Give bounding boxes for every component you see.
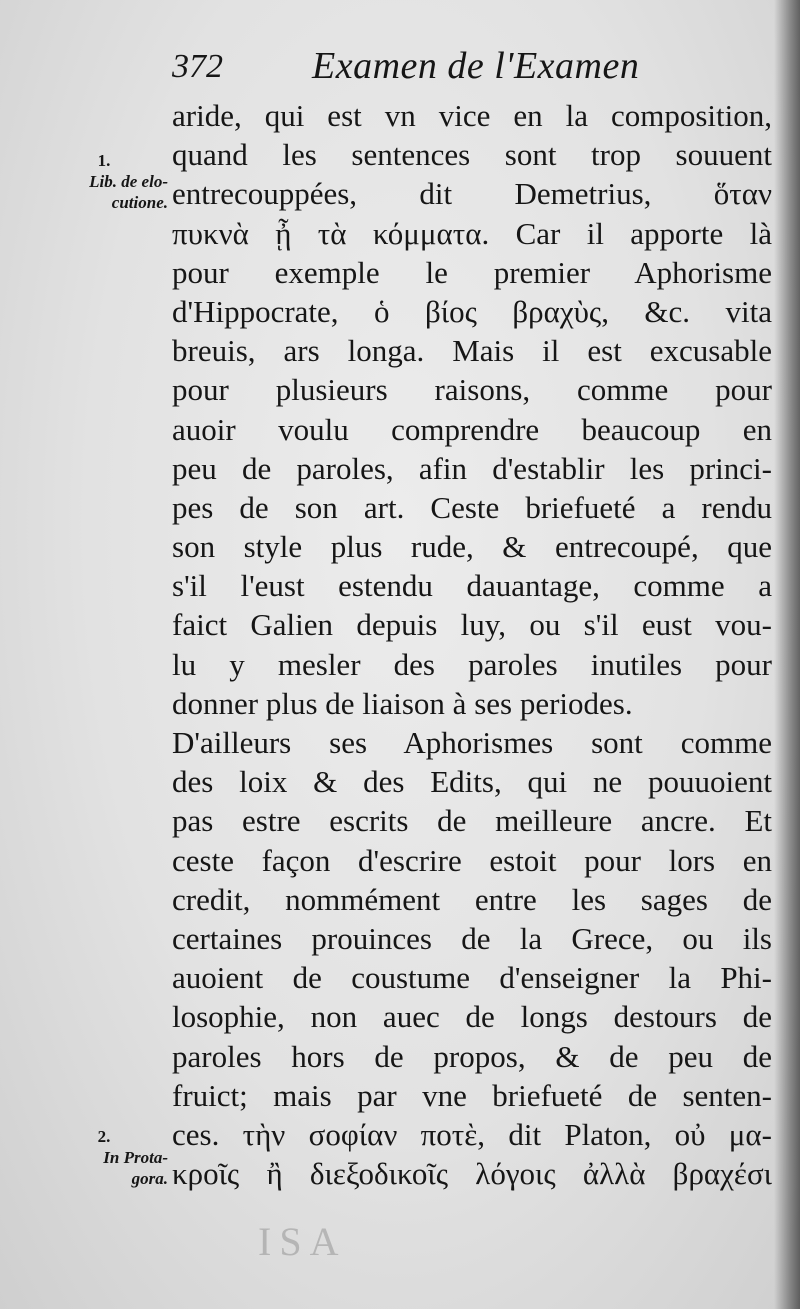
text-line: auoient de coustume d'enseigner la Phi- [172, 960, 772, 996]
text-line: pas estre escrits de meilleure ancre. Et [172, 803, 772, 839]
text-line: auoir voulu comprendre beaucoup en [172, 411, 772, 447]
text-line: entrecouppées, dit Demetrius, ὅταν [172, 176, 772, 212]
text-line: faict Galien depuis luy, ou s'il eust vou- [172, 607, 772, 643]
text-line: ces. τὴν σοφίαν ποτὲ, dit Platon, οὐ μα- [172, 1116, 772, 1152]
margin-note-line: gora. [131, 1169, 168, 1188]
text-line: donner plus de liaison à ses periodes. [172, 685, 633, 721]
text-line: D'ailleurs ses Aphorismes sont comme [172, 725, 772, 760]
margin-note-1 [40, 150, 168, 213]
text-line: ceste façon d'escrire estoit pour lors en [172, 842, 772, 878]
text-line: pes de son art. Ceste briefueté a rendu [172, 489, 772, 525]
text-line: d'Hippocrate, ὁ βίος βραχὺς, &c. vita [172, 293, 772, 329]
page-gutter-shadow [774, 0, 800, 1309]
text-line: certaines prouinces de la Grece, ou ils [172, 920, 772, 956]
text-line: pour exemple le premier Aphorisme [172, 254, 772, 290]
margin-note-2 [40, 1126, 168, 1189]
bleed-through-text: ISA [258, 1219, 347, 1264]
text-line: credit, nommément entre les sages de [172, 881, 772, 917]
page-header [172, 44, 752, 98]
running-title: Examen de l'Examen [312, 45, 640, 87]
text-line: κροῖς ἢ διεξοδικοῖς λόγοις ἀλλὰ βραχέσι [172, 1156, 772, 1192]
text-line: peu de paroles, afin d'establir les princi- [172, 450, 772, 486]
text-line: pour plusieurs raisons, comme pour [172, 372, 772, 408]
text-line: des loix & des Edits, qui ne pouuoient [172, 764, 772, 800]
text-line: s'il l'eust estendu dauantage, comme a [172, 568, 772, 604]
margin-note-line: In Prota- [103, 1148, 168, 1167]
margin-note-number: 1. [97, 151, 111, 170]
margin-note-number: 2. [97, 1127, 111, 1146]
text-line: losophie, non auec de longs destours de [172, 999, 772, 1035]
margin-note-line: Lib. de elo- [89, 172, 168, 191]
text-line: breuis, ars longa. Mais il est excusable [172, 333, 772, 369]
text-line: quand les sentences sont trop souuent [172, 137, 772, 173]
text-line: lu y mesler des paroles inutiles pour [172, 646, 772, 682]
text-line: aride, qui est vn vice en la composition, [172, 98, 772, 133]
text-line: paroles hors de propos, & de peu de [172, 1038, 772, 1074]
text-line: πυκνὰ ᾖ τὰ κόμματα. Car il apporte là [172, 215, 772, 251]
text-line: son style plus rude, & entrecoupé, que [172, 529, 772, 565]
margin-note-line: cutione. [111, 193, 168, 212]
text-line: fruict; mais par vne briefueté de senten- [172, 1077, 772, 1113]
page-number: 372 [172, 48, 223, 85]
body-text [172, 96, 772, 1193]
